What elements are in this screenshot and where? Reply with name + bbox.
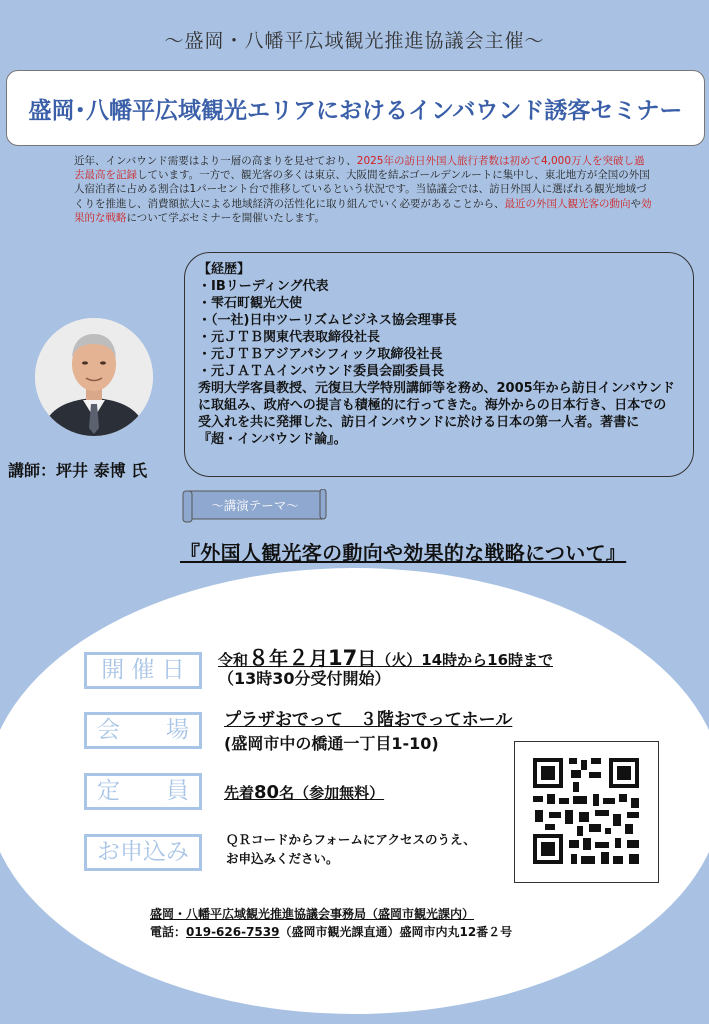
intro-highlight-3: 効果的な戦略 <box>74 197 652 224</box>
biography-item: ・IBリーディング代表 <box>198 279 329 294</box>
biography-item: ・雫石町観光大使 <box>198 296 303 311</box>
apply-label: お申込み <box>84 834 202 871</box>
venue-label: 会 場 <box>84 712 202 749</box>
date-time: （火）14時から16時まで <box>376 651 554 669</box>
date-prefix: 令和 <box>218 651 249 669</box>
biography-text <box>198 261 678 448</box>
speaker-name: 講師：坪井 泰博 氏 <box>8 461 148 480</box>
intro-highlight-2: 最近の外国人観光客の動向 <box>504 197 631 210</box>
phone-note: （盛岡市観光課直通）盛岡市内丸12番２号 <box>279 925 513 939</box>
biography-item: ・（一社)日中ツーリズムビジネス協会理事長 <box>198 313 457 328</box>
qr-code[interactable] <box>515 742 657 881</box>
date-month: ２ <box>288 646 310 670</box>
biography-heading: 【経歴】 <box>198 262 251 277</box>
office-name: 盛岡・八幡平広域観光推進協議会事務局（盛岡市観光課内） <box>150 907 475 921</box>
reception-time: （13時30分受付開始） <box>218 669 391 688</box>
phone-number[interactable]: 019-626-7539 <box>186 925 280 939</box>
biography-item: ・元ＪＡＴＡインバウンド委員会副委員長 <box>198 364 445 379</box>
date-year-unit: 年 <box>269 648 289 670</box>
intro-text-4: について学ぶセミナーを開催いたします。 <box>126 211 325 224</box>
biography-item: ・元ＪＴＢ関東代表取締役社長 <box>198 330 381 345</box>
qr-code-frame[interactable] <box>514 741 659 883</box>
apply-line-1: ＱＲコードからフォームにアクセスのうえ、 <box>226 832 476 847</box>
date-year: ８ <box>248 646 270 670</box>
capacity-info <box>224 782 384 803</box>
organizer-line: ～盛岡・八幡平広域観光推進協議会主催～ <box>164 30 545 52</box>
date-month-unit: 月 <box>309 648 329 670</box>
intro-text-1: 近年、インバウンド需要はより一層の高まりを見せており、 <box>74 155 357 167</box>
lecture-theme: 『外国人観光客の動向や効果的な戦略について』 <box>180 541 627 565</box>
date-label: 開 催 日 <box>84 652 202 689</box>
date-day: 17 <box>328 646 358 670</box>
apply-line-2: お申込みください。 <box>226 851 339 866</box>
biography-item: ・元ＪＴＢアジアパシフィック取締役社長 <box>198 347 443 362</box>
intro-paragraph <box>74 154 652 225</box>
intro-highlight-1: 2025年の訪日外国人旅行者数は初めて4,000万人を突破し過去最高を記録 <box>74 155 645 182</box>
seminar-title: 盛岡･八幡平広域観光エリアにおけるインバウンド誘客セミナー <box>28 98 683 124</box>
capacity-suffix: 名（参加無料） <box>279 784 385 802</box>
capacity-label: 定 員 <box>84 773 202 810</box>
biography-description: 秀明大学客員教授、元復旦大学特別講師等を務め、2005年から訪日インバウンドに取組み、政府への提言も積極的に行ってきた。海外からの日本行き、日本での受入れを共に発揮した、訪日インバウンドに於ける日本の第一人者。著書に『超・インバウンド論』。 <box>198 381 675 447</box>
intro-text-3: や <box>630 197 641 210</box>
phone-label: 電話： <box>150 925 187 939</box>
intro-text-2: しています。一方で、観光客の多くは東京、大阪間を結ぶゴールデンルートに集中し、東北地方が全国の外国人宿泊者に占める割合は1パーセント台で推移しているという状況です。当協議会では、訪日外国人に選ばれる観光地域づくりを推進し、消費額拡大による地域経済の活性化に取り組んでいく必要があることから、 <box>74 169 650 210</box>
theme-label: ～講演テーマ～ <box>211 498 299 513</box>
venue-address: (盛岡市中の橋通一丁目1-10) <box>224 734 439 753</box>
venue-name: プラザおでって ３階おでってホール <box>224 710 513 730</box>
date-day-unit: 日 <box>357 648 377 670</box>
contact-line <box>150 923 512 940</box>
capacity-number: 80 <box>254 782 280 803</box>
capacity-prefix: 先着 <box>224 784 255 802</box>
speaker-photo <box>35 318 153 436</box>
